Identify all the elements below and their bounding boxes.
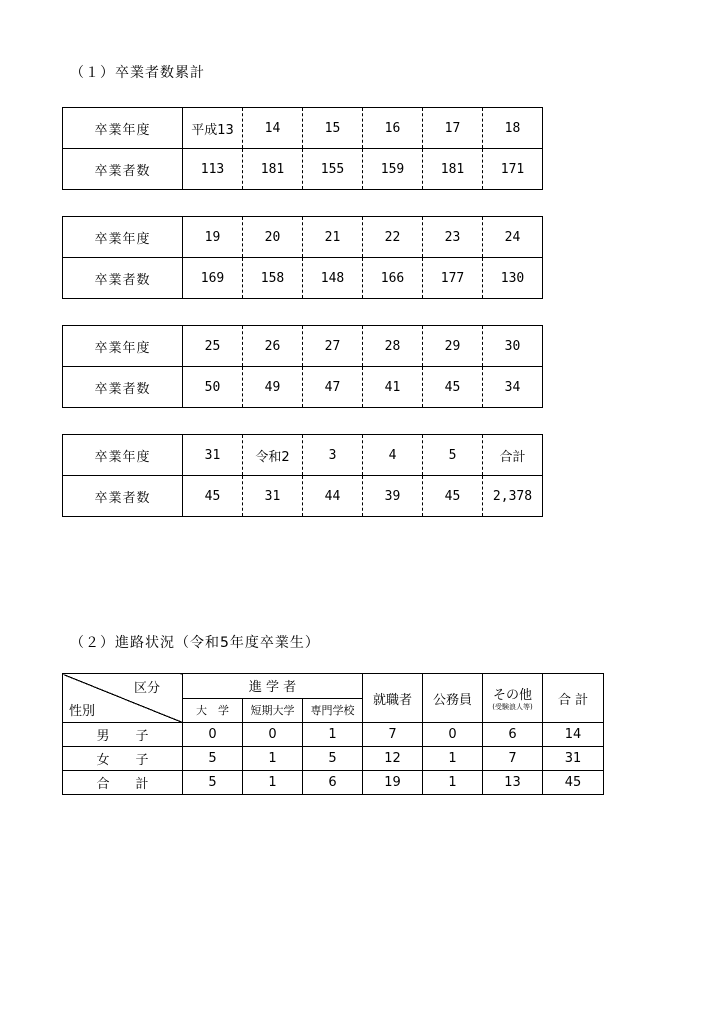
row-label-year: 卒業年度 bbox=[63, 108, 183, 149]
value-cell: 5 bbox=[303, 747, 363, 771]
value-cell: 14 bbox=[543, 723, 604, 747]
subheader-tanki: 短期大学 bbox=[243, 698, 303, 723]
value-cell: 0 bbox=[243, 723, 303, 747]
count-cell: 2,378 bbox=[483, 476, 543, 517]
count-cell: 158 bbox=[243, 258, 303, 299]
year-cell: 20 bbox=[243, 217, 303, 258]
shushoku-header: 就職者 bbox=[363, 674, 423, 723]
row-label: 合 計 bbox=[63, 771, 183, 795]
count-cell: 130 bbox=[483, 258, 543, 299]
row-label: 男 子 bbox=[63, 723, 183, 747]
value-cell: 12 bbox=[363, 747, 423, 771]
count-cell: 41 bbox=[363, 367, 423, 408]
value-cell: 0 bbox=[183, 723, 243, 747]
gokei-header: 合 計 bbox=[543, 674, 604, 723]
count-cell: 181 bbox=[243, 149, 303, 190]
value-cell: 13 bbox=[483, 771, 543, 795]
value-cell: 45 bbox=[543, 771, 604, 795]
subheader-daigaku: 大 学 bbox=[183, 698, 243, 723]
row-label-count: 卒業者数 bbox=[63, 258, 183, 299]
value-cell: 7 bbox=[483, 747, 543, 771]
subheader-senmon: 専門学校 bbox=[303, 698, 363, 723]
value-cell: 5 bbox=[183, 771, 243, 795]
year-cell: 29 bbox=[423, 326, 483, 367]
section1-heading: （１）卒業者数累計 bbox=[70, 65, 205, 81]
count-cell: 166 bbox=[363, 258, 423, 299]
count-cell: 45 bbox=[423, 476, 483, 517]
count-cell: 34 bbox=[483, 367, 543, 408]
value-cell: 1 bbox=[243, 747, 303, 771]
year-cell: 28 bbox=[363, 326, 423, 367]
year-cell: 30 bbox=[483, 326, 543, 367]
value-cell: 1 bbox=[423, 747, 483, 771]
count-cell: 39 bbox=[363, 476, 423, 517]
count-cell: 49 bbox=[243, 367, 303, 408]
year-cell: 25 bbox=[183, 326, 243, 367]
value-cell: 1 bbox=[303, 723, 363, 747]
count-cell: 177 bbox=[423, 258, 483, 299]
year-cell: 24 bbox=[483, 217, 543, 258]
count-cell: 44 bbox=[303, 476, 363, 517]
year-cell: 19 bbox=[183, 217, 243, 258]
year-cell: 21 bbox=[303, 217, 363, 258]
value-cell: 5 bbox=[183, 747, 243, 771]
value-cell: 19 bbox=[363, 771, 423, 795]
row-label-count: 卒業者数 bbox=[63, 149, 183, 190]
year-cell: 14 bbox=[243, 108, 303, 149]
year-cell: 5 bbox=[423, 435, 483, 476]
table-row bbox=[63, 723, 604, 747]
seibetsu-label: 性別 bbox=[69, 704, 96, 719]
value-cell: 6 bbox=[303, 771, 363, 795]
value-cell: 31 bbox=[543, 747, 604, 771]
table-row bbox=[63, 326, 543, 367]
count-cell: 45 bbox=[183, 476, 243, 517]
year-cell: 3 bbox=[303, 435, 363, 476]
value-cell: 7 bbox=[363, 723, 423, 747]
kubun-label: 区分 bbox=[133, 681, 160, 696]
year-cell: 22 bbox=[363, 217, 423, 258]
year-cell: 合計 bbox=[483, 435, 543, 476]
table-row bbox=[63, 435, 543, 476]
graduates-table-1 bbox=[62, 107, 543, 190]
year-cell: 16 bbox=[363, 108, 423, 149]
table-row bbox=[63, 149, 543, 190]
count-cell: 155 bbox=[303, 149, 363, 190]
year-cell: 4 bbox=[363, 435, 423, 476]
diagonal-header-cell bbox=[63, 674, 183, 723]
year-cell: 31 bbox=[183, 435, 243, 476]
sonota-label: その他 bbox=[493, 688, 533, 703]
header-row bbox=[63, 674, 604, 699]
graduates-table-4 bbox=[62, 434, 543, 517]
table-row bbox=[63, 367, 543, 408]
count-cell: 148 bbox=[303, 258, 363, 299]
table-row bbox=[63, 108, 543, 149]
year-cell: 17 bbox=[423, 108, 483, 149]
sonota-note: (受験浪人等) bbox=[492, 703, 533, 711]
count-cell: 159 bbox=[363, 149, 423, 190]
count-cell: 169 bbox=[183, 258, 243, 299]
count-cell: 45 bbox=[423, 367, 483, 408]
section2-heading: （２）進路状況（令和5年度卒業生） bbox=[70, 635, 320, 651]
table-row bbox=[63, 258, 543, 299]
year-cell: 令和2 bbox=[243, 435, 303, 476]
row-label-count: 卒業者数 bbox=[63, 367, 183, 408]
year-cell: 平成13 bbox=[183, 108, 243, 149]
row-label: 女 子 bbox=[63, 747, 183, 771]
table-row bbox=[63, 476, 543, 517]
table-row bbox=[63, 217, 543, 258]
count-cell: 171 bbox=[483, 149, 543, 190]
career-path-table bbox=[62, 673, 604, 795]
count-cell: 47 bbox=[303, 367, 363, 408]
row-label-year: 卒業年度 bbox=[63, 217, 183, 258]
koumuin-header: 公務員 bbox=[423, 674, 483, 723]
count-cell: 113 bbox=[183, 149, 243, 190]
sonota-header bbox=[483, 674, 543, 723]
year-cell: 18 bbox=[483, 108, 543, 149]
shingaku-header: 進 学 者 bbox=[183, 674, 363, 699]
row-label-year: 卒業年度 bbox=[63, 435, 183, 476]
year-cell: 15 bbox=[303, 108, 363, 149]
graduates-table-2 bbox=[62, 216, 543, 299]
table-row bbox=[63, 771, 604, 795]
count-cell: 181 bbox=[423, 149, 483, 190]
value-cell: 1 bbox=[423, 771, 483, 795]
year-cell: 26 bbox=[243, 326, 303, 367]
value-cell: 1 bbox=[243, 771, 303, 795]
graduates-table-3 bbox=[62, 325, 543, 408]
row-label-count: 卒業者数 bbox=[63, 476, 183, 517]
value-cell: 0 bbox=[423, 723, 483, 747]
row-label-year: 卒業年度 bbox=[63, 326, 183, 367]
table-row bbox=[63, 747, 604, 771]
count-cell: 31 bbox=[243, 476, 303, 517]
year-cell: 27 bbox=[303, 326, 363, 367]
year-cell: 23 bbox=[423, 217, 483, 258]
count-cell: 50 bbox=[183, 367, 243, 408]
value-cell: 6 bbox=[483, 723, 543, 747]
